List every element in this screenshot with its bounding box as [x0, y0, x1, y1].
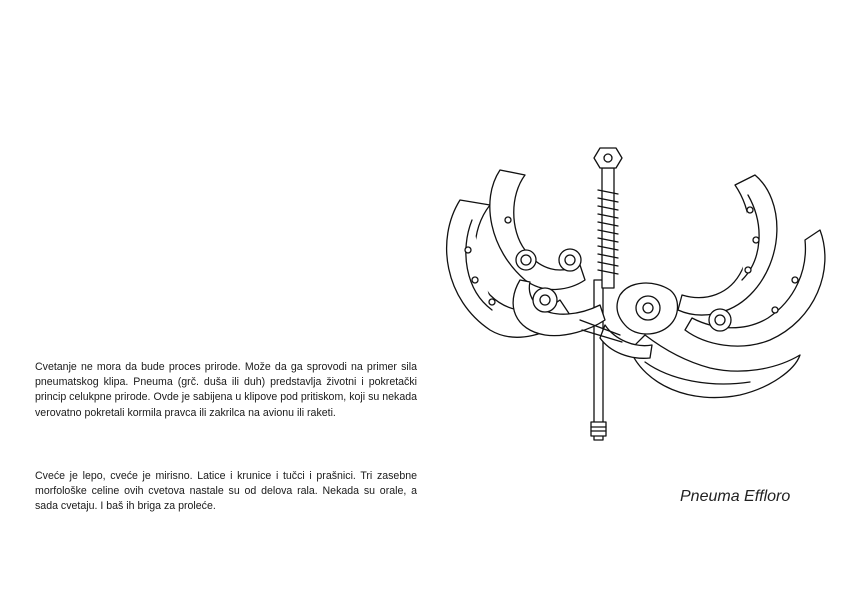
description-paragraph-1: Cvetanje ne mora da bude proces prirode. Može da ga sprovodi na primer sila pneumatskog klipa. Pneuma (grč. duša ili duh) predstavlja životni i pokretački princip celukpne prirode. Ovde je sabijena u klipove pod pritiskom, koji su nekada verovatno pokretali kormila pravca ili zakrilca na avionu ili raketi.	[35, 361, 417, 419]
left-mid-petal-icon	[490, 170, 585, 289]
artwork-title: Pneuma Effloro	[680, 488, 791, 505]
description-paragraph-2: Cveće je lepo, cveće je mirisno. Latice i krunice i tučci i prašnici. Tri zasebne morfološke celine ovih cvetova nastale su od delova rala. Nekada su orale, a sada cvetaju. I baš ih briga za proleće.	[35, 470, 417, 513]
right-upper-petal-icon	[678, 175, 777, 315]
bottom-right-petal-icon	[630, 335, 800, 398]
mechanical-flower-illustration	[430, 130, 840, 450]
piston-stem-icon	[591, 148, 622, 440]
